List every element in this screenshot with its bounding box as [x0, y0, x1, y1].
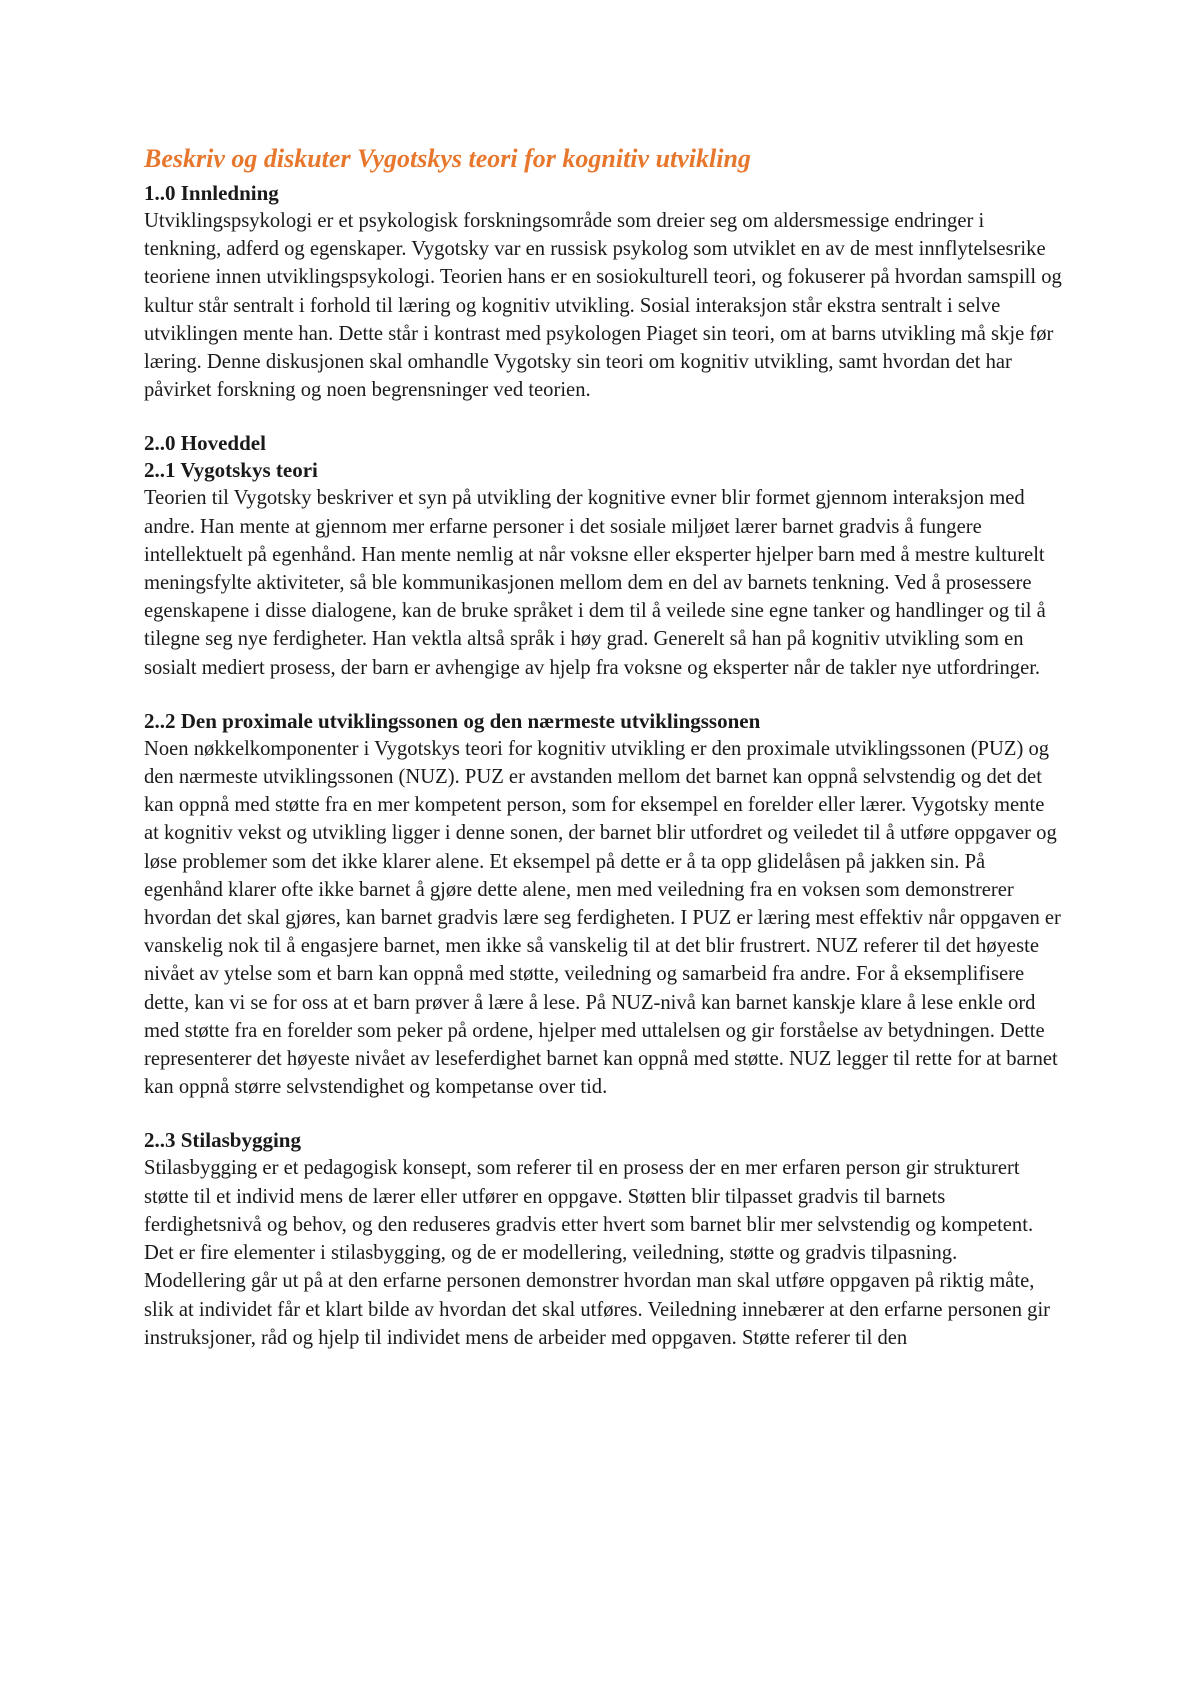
section-stilasbygging: [144, 1127, 1064, 1351]
section-heading: 2..0 Hoveddel: [144, 431, 266, 456]
section-subheading: 2..1 Vygotskys teori: [144, 458, 318, 483]
section-hoveddel: [144, 430, 1064, 681]
section-paragraph: Stilasbygging er et pedagogisk konsept, som referer til en prosess der en mer erfaren person gir strukturert støtte til et individ mens de lærer eller utfører en oppgave. Støtten blir tilpasset gradvis til barnets ferdighetsnivå og behov, og den reduseres gradvis etter hvert som barnet blir mer selvstendig og kompetent. Det er fire elementer i stilasbygging, og de er modellering, veiledning, støtte og gradvis tilpasning. Modellering går ut på at den erfarne personen demonstrer hvordan man skal utføre oppgaven på riktig måte, slik at individet får et klart bilde av hvordan det skal utføres. Veiledning innebærer at den erfarne personen gir instruksjoner, råd og hjelp til individet mens de arbeider med oppgaven. Støtte referer til den: [144, 1157, 1051, 1349]
section-heading: 2..2 Den proximale utviklingssonen og den nærmeste utviklingssonen: [144, 708, 761, 733]
section-innledning: [144, 180, 1064, 404]
section-paragraph: Utviklingspsykologi er et psykologisk forskningsområde som dreier seg om aldersmessige endringer i tenkning, adferd og egenskaper. Vygotsky var en russisk psykolog som utviklet en av de mest innflytelsesrike teoriene innen utviklingspsykologi. Teorien hans er en sosiokulturell teori, og fokuserer på hvordan samspill og kultur står sentralt i forhold til læring og kognitiv utvikling. Sosial interaksjon står ekstra sentralt i selve utviklingen mente han. Dette står i kontrast med psykologen Piaget sin teori, om at barns utvikling må skje før læring. Denne diskusjonen skal omhandle Vygotsky sin teori om kognitiv utvikling, samt hvordan det har påvirket forskning og noen begrensninger ved teorien.: [144, 210, 1062, 402]
section-paragraph: Noen nøkkelkomponenter i Vygotskys teori for kognitiv utvikling er den proximale utviklingssonen (PUZ) og den nærmeste utviklingssonen (NUZ). PUZ er avstanden mellom det barnet kan oppnå selvstendig og det det kan oppnå med støtte fra en mer kompetent person, som for eksempel en forelder eller lærer. Vygotsky mente at kognitiv vekst og utvikling ligger i denne sonen, der barnet blir utfordret og veiledet til å utføre oppgaver og løse problemer som det ikke klarer alene. Et eksempel på dette er å ta opp glidelåsen på jakken sin. På egenhånd klarer ofte ikke barnet å gjøre dette alene, men med veiledning fra en voksen som demonstrerer hvordan det skal gjøres, kan barnet gradvis lære seg ferdigheten. I PUZ er læring mest effektiv når oppgaven er vanskelig nok til å engasjere barnet, men ikke så vanskelig til at det blir frustrert. NUZ referer til det høyeste nivået av ytelse som et barn kan oppnå med støtte, veiledning og samarbeid fra andre. For å eksemplifisere dette, kan vi se for oss at et barn prøver å lære å lese. På NUZ-nivå kan barnet kanskje klare å lese enkle ord med støtte fra en forelder som peker på ordene, hjelper med uttalelsen og gir forståelse av betydningen. Dette representerer det høyeste nivået av leseferdighet barnet kan oppnå med støtte. NUZ legger til rette for at barnet kan oppnå større selvstendighet og kompetanse over tid.: [144, 737, 1061, 1099]
document-page: [144, 142, 1064, 1352]
document-title: Beskriv og diskuter Vygotskys teori for kognitiv utvikling: [144, 144, 751, 173]
section-utviklingssonen: [144, 708, 1064, 1102]
section-paragraph: Teorien til Vygotsky beskriver et syn på utvikling der kognitive evner blir formet gjennom interaksjon med andre. Han mente at gjennom mer erfarne personer i det sosiale miljøet lærer barnet gradvis å fungere intellektuelt på egenhånd. Han mente nemlig at når voksne eller eksperter hjelper barn med å mestre kulturelt meningsfylte aktiviteter, så ble kommunikasjonen mellom dem en del av barnets tenkning. Ved å prosessere egenskapene i disse dialogene, kan de bruke språket i dem til å veilede sine egne tanker og handlinger og til å tilegne seg nye ferdigheter. Han vektla altså språk i høy grad. Generelt så han på kognitiv utvikling som en sosialt mediert prosess, der barn er avhengige av hjelp fra voksne og eksperter når de takler nye utfordringer.: [144, 487, 1046, 679]
section-heading: 1..0 Innledning: [144, 181, 279, 205]
section-heading: 2..3 Stilasbygging: [144, 1128, 301, 1153]
